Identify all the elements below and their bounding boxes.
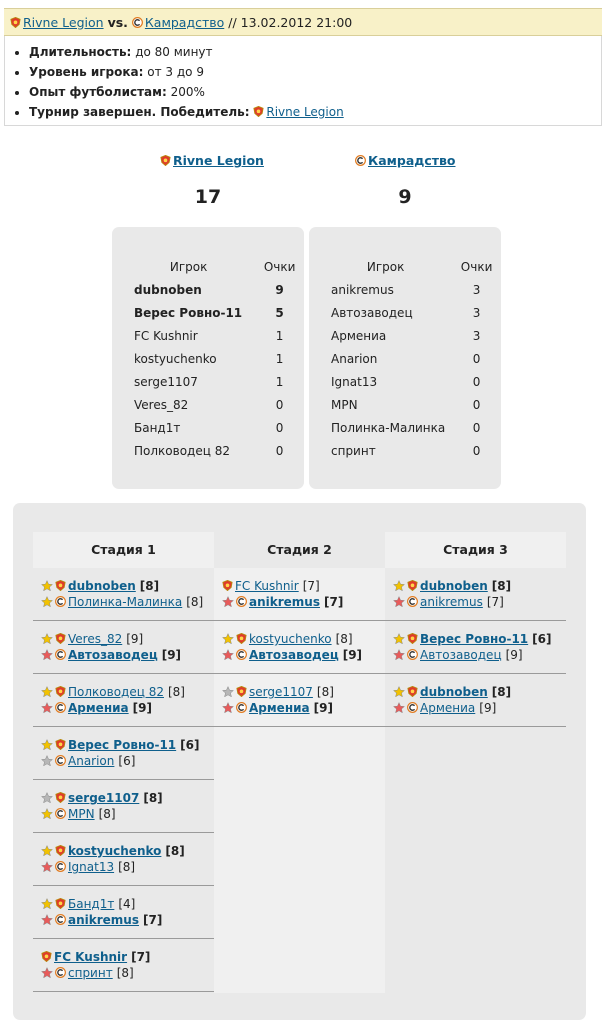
legion-emblem-icon — [236, 633, 247, 644]
match-player — [41, 965, 214, 981]
tournament-info — [4, 36, 602, 126]
vs-label: vs. — [107, 14, 128, 30]
legion-emblem-icon — [55, 686, 66, 697]
match-score: [9] — [132, 701, 152, 715]
match-player — [393, 631, 566, 647]
legion-emblem-icon — [55, 633, 66, 644]
player-link[interactable]: dubnoben — [420, 579, 488, 593]
yellow-star-icon — [41, 596, 53, 608]
team-b-name-link[interactable]: Камрадство — [368, 153, 456, 168]
player-link[interactable]: Anarion — [68, 754, 115, 768]
col-player: Игрок — [366, 259, 405, 274]
match-score: [8] — [491, 579, 512, 593]
match-score: [8] — [491, 685, 512, 699]
legion-emblem-icon — [407, 633, 418, 644]
yellow-star-icon — [41, 686, 53, 698]
kamrad-emblem-icon — [55, 861, 66, 872]
col-points: Очки — [263, 259, 296, 274]
stage-title: Стадия 2 — [214, 532, 385, 568]
kamrad-emblem-icon — [55, 967, 66, 978]
match-player — [393, 594, 566, 610]
roster-row — [134, 370, 304, 393]
match-player — [41, 737, 214, 753]
match-score: [9] — [161, 648, 182, 662]
player-link[interactable]: Верес Ровно-11 — [68, 738, 177, 752]
player-link[interactable]: anikremus — [68, 913, 139, 927]
team-b-heading — [355, 153, 456, 168]
red-star-icon — [393, 649, 405, 661]
player-name: dubnoben — [134, 282, 202, 297]
player-name: Anarion — [331, 351, 378, 366]
player-link[interactable]: Банд1т — [68, 897, 115, 911]
match-score: [9] — [313, 701, 333, 715]
legion-emblem-icon — [55, 580, 66, 591]
kamrad-emblem-icon — [55, 649, 66, 660]
player-link[interactable]: kostyuchenko — [249, 632, 332, 646]
player-link[interactable]: Автозаводец — [420, 648, 502, 662]
player-points: 0 — [472, 420, 481, 435]
match-score: [7] — [486, 595, 504, 609]
yellow-star-icon — [41, 808, 53, 820]
player-link[interactable]: serge1107 — [68, 791, 140, 805]
player-points: 5 — [275, 305, 284, 320]
match-player — [41, 647, 214, 663]
red-star-icon — [393, 702, 405, 714]
kamrad-emblem-icon — [55, 755, 66, 766]
match-score: [9] — [126, 632, 144, 646]
player-link[interactable]: Полинка-Малинка — [68, 595, 183, 609]
roster-row — [134, 393, 304, 416]
roster-row — [331, 370, 501, 393]
roster-row — [331, 301, 501, 324]
player-link[interactable]: dubnoben — [420, 685, 488, 699]
red-star-icon — [41, 861, 53, 873]
team-a-heading — [160, 153, 264, 168]
legion-emblem-icon — [160, 155, 171, 166]
stage-title: Стадия 1 — [33, 532, 214, 568]
match-score: [9] — [342, 648, 363, 662]
kamrad-emblem-icon — [236, 702, 247, 713]
yellow-star-icon — [222, 633, 234, 645]
match-player — [222, 631, 385, 647]
player-link[interactable]: serge1107 — [249, 685, 313, 699]
match-cell — [385, 621, 566, 674]
grey-star-icon — [41, 755, 53, 767]
player-points: 0 — [472, 397, 481, 412]
match-player — [41, 790, 214, 806]
stage-2-column — [214, 532, 385, 993]
player-points: 0 — [275, 397, 284, 412]
roster-row — [134, 301, 304, 324]
match-cell — [33, 939, 214, 992]
team-a-link[interactable]: Rivne Legion — [23, 14, 104, 30]
player-points: 3 — [472, 328, 481, 343]
legion-emblem-icon — [10, 17, 21, 28]
match-score: [8] — [167, 685, 185, 699]
match-score: [8] — [139, 579, 160, 593]
match-player — [222, 647, 385, 663]
player-link[interactable]: Армениа — [68, 701, 129, 715]
match-score: [8] — [118, 860, 136, 874]
player-points: 9 — [275, 282, 284, 297]
kamrad-emblem-icon — [55, 596, 66, 607]
player-link[interactable]: Полководец 82 — [68, 685, 164, 699]
match-player — [41, 896, 214, 912]
match-player — [393, 647, 566, 663]
legion-emblem-icon — [55, 845, 66, 856]
player-name: kostyuchenko — [134, 351, 217, 366]
match-cell — [33, 674, 214, 727]
red-star-icon — [41, 914, 53, 926]
match-header — [4, 8, 602, 36]
match-score: [9] — [505, 648, 523, 662]
roster-row — [331, 416, 501, 439]
match-player — [222, 594, 385, 610]
player-link[interactable]: anikremus — [420, 595, 483, 609]
player-link[interactable]: Верес Ровно-11 — [420, 632, 529, 646]
player-name: Автозаводец — [331, 305, 413, 320]
player-name: спринт — [331, 443, 376, 458]
match-score: [4] — [118, 897, 136, 911]
grey-star-icon — [41, 792, 53, 804]
match-score: [8] — [316, 685, 334, 699]
kamrad-emblem-icon — [407, 596, 418, 607]
match-player — [222, 684, 385, 700]
player-link[interactable]: Армениа — [249, 701, 310, 715]
player-link[interactable]: Veres_82 — [68, 632, 123, 646]
red-star-icon — [222, 702, 234, 714]
match-player — [393, 700, 566, 716]
player-points: 3 — [472, 282, 481, 297]
player-link[interactable]: kostyuchenko — [68, 844, 162, 858]
player-name: Полководец 82 — [134, 443, 230, 458]
legion-emblem-icon — [55, 898, 66, 909]
player-points: 1 — [275, 351, 284, 366]
roster-row — [331, 393, 501, 416]
yellow-star-icon — [41, 845, 53, 857]
player-points: 3 — [472, 305, 481, 320]
player-name: Армениа — [331, 328, 387, 343]
player-points: 0 — [472, 351, 481, 366]
match-score: [8] — [116, 966, 134, 980]
player-name: Полинка-Малинка — [331, 420, 446, 435]
match-cell — [33, 886, 214, 939]
legion-emblem-icon — [55, 739, 66, 750]
kamrad-emblem-icon — [55, 914, 66, 925]
match-player — [41, 631, 214, 647]
match-player — [41, 594, 214, 610]
match-player — [222, 700, 385, 716]
yellow-star-icon — [41, 739, 53, 751]
player-name: FC Kushnir — [134, 328, 198, 343]
roster-row — [134, 416, 304, 439]
player-link[interactable]: Ignat13 — [68, 860, 115, 874]
kamrad-emblem-icon — [407, 702, 418, 713]
team-b-score: 9 — [398, 186, 412, 208]
legion-emblem-icon — [236, 686, 247, 697]
red-star-icon — [41, 967, 53, 979]
player-points: 0 — [275, 443, 284, 458]
player-name: anikremus — [331, 282, 394, 297]
kamrad-emblem-icon — [407, 649, 418, 660]
match-player — [41, 700, 214, 716]
yellow-star-icon — [41, 898, 53, 910]
player-points: 0 — [472, 443, 481, 458]
match-score: [8] — [165, 844, 185, 858]
yellow-star-icon — [393, 686, 405, 698]
winner-link[interactable]: Rivne Legion — [266, 105, 344, 119]
match-score: [8] — [335, 632, 353, 646]
roster-table — [134, 255, 304, 462]
team-a-name-link[interactable]: Rivne Legion — [173, 153, 264, 168]
match-player — [41, 753, 214, 769]
player-points: 0 — [275, 420, 284, 435]
player-link[interactable]: MPN — [68, 807, 95, 821]
yellow-star-icon — [41, 580, 53, 592]
player-points: 0 — [472, 374, 481, 389]
col-points: Очки — [460, 259, 493, 274]
kamrad-emblem-icon — [355, 155, 366, 166]
match-player — [41, 843, 214, 859]
match-player — [393, 578, 566, 594]
match-score: [6] — [532, 632, 552, 646]
info-level: • Уровень игрока: от 3 до 9 — [29, 62, 601, 82]
match-score: [7] — [323, 595, 344, 609]
match-cell — [33, 727, 214, 780]
roster-panel-team-b — [309, 227, 501, 489]
match-player — [393, 684, 566, 700]
red-star-icon — [41, 649, 53, 661]
grey-star-icon — [222, 686, 234, 698]
match-score: [7] — [131, 950, 151, 964]
player-link[interactable]: спринт — [68, 966, 113, 980]
roster-row — [331, 439, 501, 462]
match-score: [8] — [186, 595, 204, 609]
yellow-star-icon — [393, 580, 405, 592]
info-winner: • Турнир завершен. Победитель: Rivne Legion — [29, 102, 601, 122]
match-score: [6] — [180, 738, 200, 752]
red-star-icon — [222, 596, 234, 608]
stage-3-column — [385, 532, 566, 727]
player-link[interactable]: Автозаводец — [249, 648, 339, 662]
col-player: Игрок — [169, 259, 208, 274]
match-player — [222, 578, 385, 594]
player-name: Банд1т — [134, 420, 181, 435]
match-score: [7] — [302, 579, 320, 593]
info-experience: • Опыт футболистам: 200% — [29, 82, 601, 102]
yellow-star-icon — [41, 633, 53, 645]
legion-emblem-icon — [222, 580, 233, 591]
stage-title: Стадия 3 — [385, 532, 566, 568]
match-score: [7] — [142, 913, 163, 927]
legion-emblem-icon — [407, 686, 418, 697]
match-cell — [33, 621, 214, 674]
player-link[interactable]: FC Kushnir — [235, 579, 299, 593]
player-link[interactable]: Автозаводец — [68, 648, 158, 662]
match-cell — [214, 621, 385, 674]
match-score: [6] — [118, 754, 136, 768]
tournament-bracket — [13, 503, 586, 1020]
roster-table — [331, 255, 501, 462]
match-cell — [214, 674, 385, 727]
roster-row — [134, 278, 304, 301]
roster-row — [331, 347, 501, 370]
player-link[interactable]: dubnoben — [68, 579, 136, 593]
match-cell — [33, 568, 214, 621]
legion-emblem-icon — [407, 580, 418, 591]
stage-1-column — [33, 532, 214, 992]
kamrad-emblem-icon — [236, 596, 247, 607]
info-duration: • Длительность: до 80 минут — [29, 42, 601, 62]
match-date: // 13.02.2012 21:00 — [228, 14, 353, 30]
player-points: 1 — [275, 328, 284, 343]
kamrad-emblem-icon — [55, 808, 66, 819]
player-name: MPN — [331, 397, 358, 412]
player-points: 1 — [275, 374, 284, 389]
legion-emblem-icon — [55, 792, 66, 803]
roster-row — [134, 439, 304, 462]
match-score: [9] — [479, 701, 497, 715]
match-player — [41, 859, 214, 875]
player-link[interactable]: Армениа — [420, 701, 476, 715]
kamrad-emblem-icon — [132, 17, 143, 28]
match-cell — [385, 674, 566, 727]
team-b-link[interactable]: Камрадство — [144, 14, 225, 30]
match-player — [41, 949, 214, 965]
match-score: [8] — [143, 791, 163, 805]
kamrad-emblem-icon — [236, 649, 247, 660]
match-player — [41, 684, 214, 700]
match-player — [41, 912, 214, 928]
red-star-icon — [222, 649, 234, 661]
player-name: Ignat13 — [331, 374, 378, 389]
match-cell — [33, 780, 214, 833]
kamrad-emblem-icon — [55, 702, 66, 713]
yellow-star-icon — [393, 633, 405, 645]
roster-row — [134, 324, 304, 347]
match-cell — [385, 568, 566, 621]
roster-row — [331, 278, 501, 301]
player-name: Veres_82 — [134, 397, 189, 412]
red-star-icon — [41, 702, 53, 714]
player-name: serge1107 — [134, 374, 198, 389]
match-player — [41, 806, 214, 822]
legion-emblem-icon — [253, 106, 264, 117]
player-link[interactable]: FC Kushnir — [54, 950, 128, 964]
roster-row — [134, 347, 304, 370]
legion-emblem-icon — [41, 951, 52, 962]
roster-row — [331, 324, 501, 347]
match-player — [41, 578, 214, 594]
match-score: [8] — [98, 807, 116, 821]
red-star-icon — [393, 596, 405, 608]
team-a-score: 17 — [194, 186, 222, 208]
player-name: Верес Ровно-11 — [134, 305, 243, 320]
roster-panel-team-a — [112, 227, 304, 489]
match-cell — [214, 568, 385, 621]
match-cell — [33, 833, 214, 886]
player-link[interactable]: anikremus — [249, 595, 320, 609]
